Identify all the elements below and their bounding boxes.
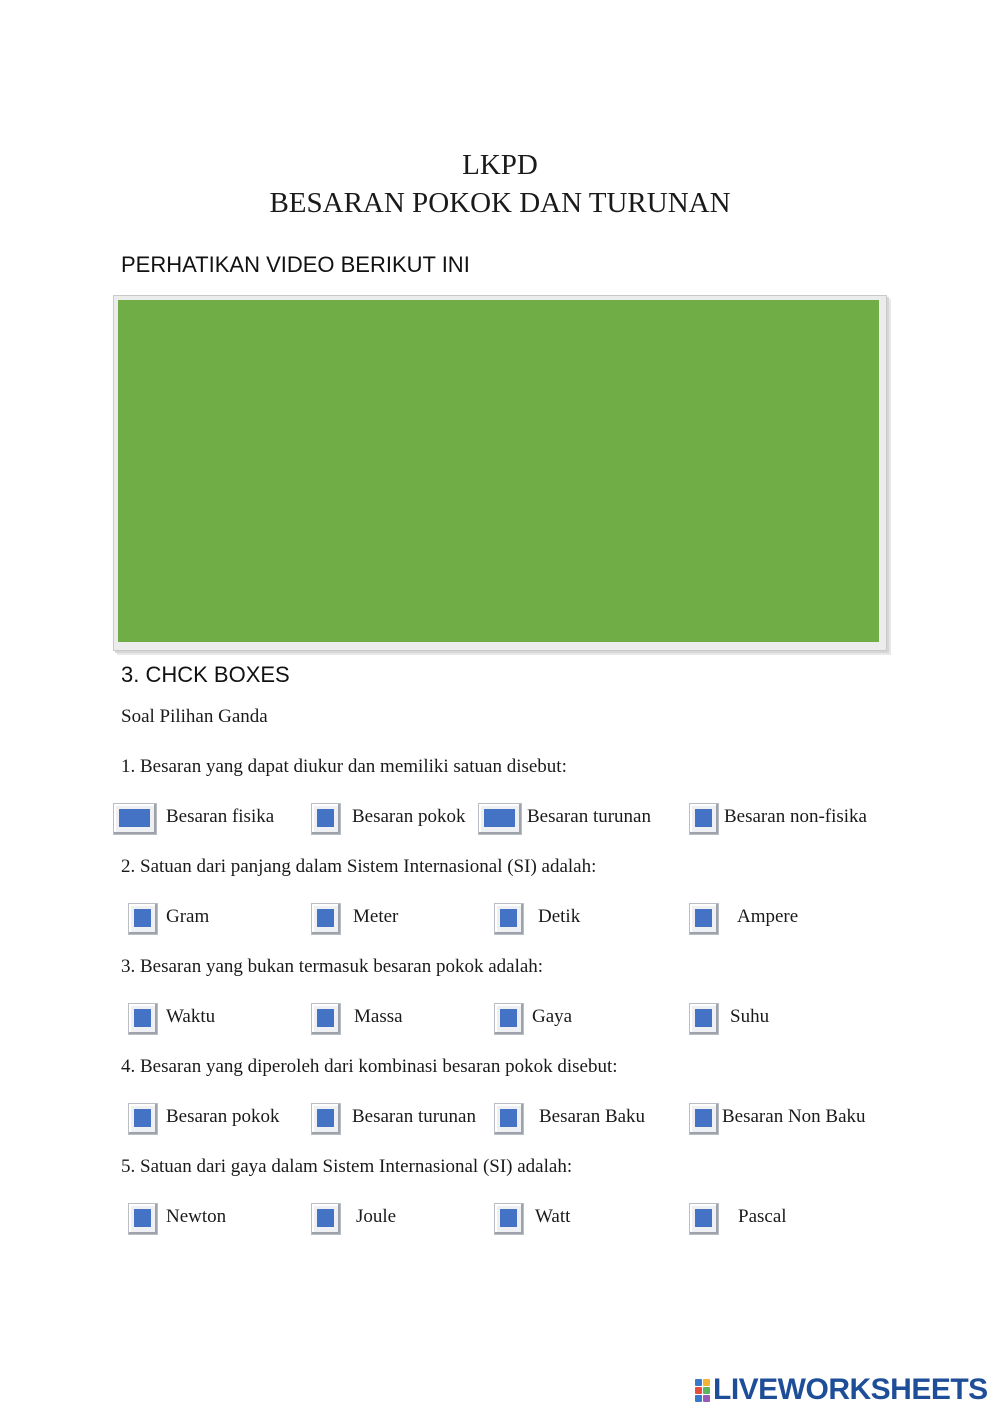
liveworksheets-logo-text: LIVEWORKSHEETS — [713, 1373, 988, 1406]
option-label: Besaran Non Baku — [722, 1106, 866, 1127]
option-label: Besaran pokok — [352, 806, 466, 827]
video-section-heading: PERHATIKAN VIDEO BERIKUT INI — [121, 252, 470, 277]
option-label: Massa — [354, 1006, 403, 1027]
page-title: LKPD — [462, 149, 538, 181]
question-3-text: 3. Besaran yang bukan termasuk besaran pokok adalah: — [121, 956, 544, 977]
liveworksheets-logo[interactable] — [694, 1375, 988, 1405]
checkbox-q3-opt1[interactable] — [128, 1003, 158, 1035]
option-label: Gram — [166, 906, 210, 927]
checkbox-q3-opt3[interactable] — [494, 1003, 524, 1035]
option-label: Waktu — [166, 1006, 216, 1027]
option-label: Besaran Baku — [539, 1106, 646, 1127]
quiz-subtitle: Soal Pilihan Ganda — [121, 706, 268, 727]
option-label: Besaran non-fisika — [724, 806, 867, 827]
option-label: Watt — [535, 1206, 571, 1227]
question-4-text: 4. Besaran yang diperoleh dari kombinasi besaran pokok disebut: — [121, 1056, 618, 1077]
checkbox-q2-opt2[interactable] — [311, 903, 341, 935]
question-1-text: 1. Besaran yang dapat diukur dan memiliki satuan disebut: — [121, 756, 567, 777]
video-placeholder[interactable] — [118, 300, 879, 642]
checkbox-q4-opt3[interactable] — [494, 1103, 524, 1135]
option-label: Besaran turunan — [352, 1106, 476, 1127]
checkbox-q1-opt4[interactable] — [689, 803, 719, 835]
option-label: Ampere — [737, 906, 799, 927]
option-label: Meter — [353, 906, 399, 927]
checkbox-q1-opt3[interactable] — [478, 803, 522, 835]
question-2-text: 2. Satuan dari panjang dalam Sistem Internasional (SI) adalah: — [121, 856, 597, 877]
checkbox-section-heading: 3. CHCK BOXES — [121, 662, 290, 687]
option-label: Detik — [538, 906, 581, 927]
checkbox-q2-opt3[interactable] — [494, 903, 524, 935]
checkbox-q1-opt2[interactable] — [311, 803, 341, 835]
option-label: Pascal — [738, 1206, 787, 1227]
option-label: Besaran turunan — [527, 806, 651, 827]
option-label: Gaya — [532, 1006, 573, 1027]
page-subtitle: BESARAN POKOK DAN TURUNAN — [269, 187, 731, 219]
checkbox-q2-opt4[interactable] — [689, 903, 719, 935]
option-label: Newton — [166, 1206, 227, 1227]
option-label: Suhu — [730, 1006, 770, 1027]
option-label: Besaran fisika — [166, 806, 275, 827]
checkbox-q2-opt1[interactable] — [128, 903, 158, 935]
checkbox-q4-opt2[interactable] — [311, 1103, 341, 1135]
checkbox-q5-opt3[interactable] — [494, 1203, 524, 1235]
question-5-text: 5. Satuan dari gaya dalam Sistem Internasional (SI) adalah: — [121, 1156, 573, 1177]
checkbox-q1-opt1[interactable] — [113, 803, 157, 835]
option-label: Besaran pokok — [166, 1106, 280, 1127]
liveworksheets-logo-icon — [694, 1378, 710, 1402]
checkbox-q4-opt4[interactable] — [689, 1103, 719, 1135]
option-label: Joule — [356, 1206, 397, 1227]
checkbox-q5-opt2[interactable] — [311, 1203, 341, 1235]
checkbox-q5-opt1[interactable] — [128, 1203, 158, 1235]
checkbox-q3-opt2[interactable] — [311, 1003, 341, 1035]
checkbox-q3-opt4[interactable] — [689, 1003, 719, 1035]
video-player[interactable] — [113, 295, 887, 651]
checkbox-q4-opt1[interactable] — [128, 1103, 158, 1135]
checkbox-q5-opt4[interactable] — [689, 1203, 719, 1235]
